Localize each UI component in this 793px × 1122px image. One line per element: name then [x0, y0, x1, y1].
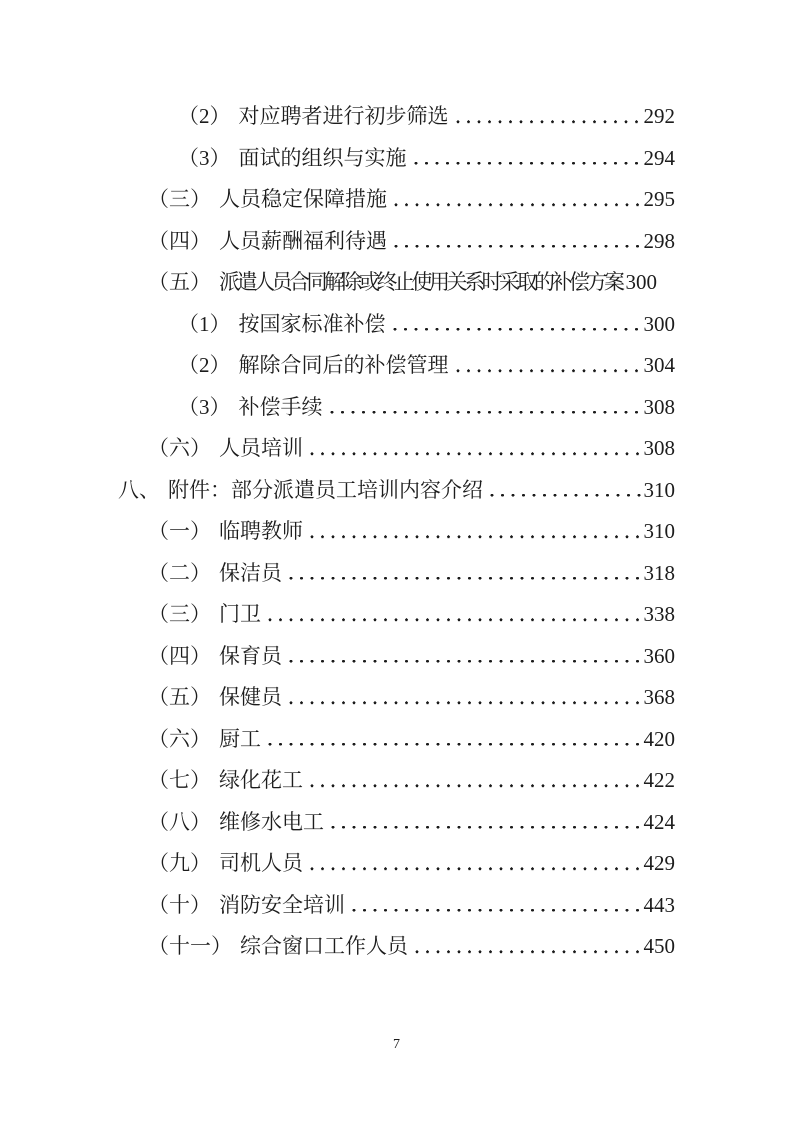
toc-entry-number: （六） — [148, 726, 211, 751]
toc-entry[interactable] — [118, 221, 675, 263]
toc-entry-title: 保健员 — [219, 685, 282, 709]
toc-entry-page: 318 — [643, 560, 675, 585]
dot-leader — [412, 926, 641, 968]
page-number: 7 — [393, 1037, 400, 1052]
toc-entry-number: （六） — [148, 436, 211, 460]
toc-entry-title: 对应聘者进行初步筛选 — [238, 104, 449, 128]
toc-entry-page: 294 — [643, 145, 675, 170]
dot-leader — [265, 594, 641, 636]
toc-entry-title: 人员稳定保障措施 — [219, 187, 387, 211]
dot-leader — [307, 428, 641, 470]
toc-entry[interactable] — [118, 636, 675, 678]
toc-entry[interactable] — [118, 594, 675, 636]
toc-entry-title: 派遣人员合同解除或终止使用关系时采取的补偿方案 — [219, 270, 622, 294]
toc-entry[interactable] — [118, 387, 675, 429]
toc-entry-title: 厨工 — [219, 726, 261, 751]
dot-leader — [307, 511, 641, 553]
toc-entry-page: 310 — [643, 477, 675, 502]
toc-entry[interactable] — [118, 760, 675, 802]
toc-entry-page: 338 — [643, 602, 675, 626]
toc-entry-title: 解除合同后的补偿管理 — [238, 353, 449, 377]
toc-entry-page: 308 — [643, 436, 675, 460]
toc-entry-number: （1） — [178, 311, 231, 336]
toc-entry[interactable] — [118, 511, 675, 553]
toc-entry-title: 附件：部分派遣员工培训内容介绍 — [168, 477, 483, 502]
toc-entry-number: （2） — [178, 104, 231, 128]
toc-entry-number: （四） — [148, 228, 211, 253]
toc-entry-title: 人员薪酬福利待遇 — [219, 228, 387, 253]
dot-leader — [327, 387, 641, 429]
dot-leader — [328, 802, 641, 844]
toc-entry[interactable] — [118, 345, 675, 387]
toc-entry-page: 422 — [643, 768, 675, 792]
toc-entry-number: （五） — [148, 685, 211, 709]
toc-entry-number: （二） — [148, 560, 211, 585]
toc-entry-title: 绿化花工 — [219, 768, 303, 792]
toc-entry-number: （三） — [148, 602, 211, 626]
dot-leader — [286, 636, 641, 678]
dot-leader — [286, 677, 641, 719]
toc-entry[interactable] — [118, 926, 675, 968]
toc-entry[interactable] — [118, 138, 675, 180]
toc-entry-page: 304 — [643, 353, 675, 377]
dot-leader — [307, 843, 641, 885]
toc-entry[interactable] — [118, 677, 675, 719]
toc-entry[interactable] — [118, 179, 675, 221]
toc-entry-number: （3） — [178, 145, 231, 170]
dot-leader — [391, 221, 641, 263]
dot-leader — [487, 470, 641, 512]
toc-entry-number: （八） — [148, 809, 211, 834]
dot-leader — [390, 304, 641, 346]
toc-entry-number: （三） — [148, 187, 211, 211]
toc-entry-page: 429 — [643, 851, 675, 875]
toc-entry-page: 298 — [643, 228, 675, 253]
toc-entry-number: （十一） — [148, 934, 232, 958]
toc-entry-number: （一） — [148, 519, 211, 543]
toc-entry[interactable] — [118, 96, 675, 138]
dot-leader — [453, 96, 641, 138]
dot-leader — [286, 553, 641, 595]
toc-entry-number: （2） — [178, 353, 231, 377]
toc-entry-number: （七） — [148, 768, 211, 792]
toc-entry-title: 保洁员 — [219, 560, 282, 585]
toc-entry-number: （十） — [148, 892, 211, 917]
table-of-contents — [118, 96, 675, 968]
dot-leader — [349, 885, 641, 927]
toc-entry-page: 368 — [643, 685, 675, 709]
toc-entry-page: 420 — [643, 726, 675, 751]
toc-entry[interactable] — [118, 885, 675, 927]
toc-entry-title: 保育员 — [219, 643, 282, 668]
dot-leader — [391, 179, 641, 221]
toc-entry[interactable] — [118, 553, 675, 595]
toc-entry[interactable] — [118, 843, 675, 885]
toc-entry[interactable] — [118, 719, 675, 761]
toc-entry-number: （3） — [178, 394, 231, 419]
dot-leader — [453, 345, 641, 387]
toc-entry-page: 300 — [643, 311, 675, 336]
toc-entry-title: 综合窗口工作人员 — [240, 934, 408, 958]
toc-entry-page: 310 — [643, 519, 675, 543]
toc-entry-number: （五） — [148, 270, 211, 294]
toc-entry[interactable] — [118, 428, 675, 470]
toc-entry-title: 司机人员 — [219, 851, 303, 875]
toc-entry[interactable] — [118, 802, 675, 844]
toc-entry-title: 门卫 — [219, 602, 261, 626]
toc-entry-number: 八、 — [118, 477, 160, 502]
toc-entry-number: （九） — [148, 851, 211, 875]
toc-entry-title: 按国家标准补偿 — [238, 311, 386, 336]
toc-entry[interactable] — [118, 470, 675, 512]
toc-entry-page: 443 — [643, 892, 675, 917]
toc-entry-title: 面试的组织与实施 — [238, 145, 407, 170]
toc-entry-page: 308 — [643, 394, 675, 419]
toc-entry-page: 424 — [643, 809, 675, 834]
toc-entry-page: 292 — [643, 104, 675, 128]
dot-leader — [307, 760, 641, 802]
toc-entry[interactable] — [118, 262, 675, 304]
toc-entry-title: 临聘教师 — [219, 519, 303, 543]
toc-entry-number: （四） — [148, 643, 211, 668]
toc-entry-title: 维修水电工 — [219, 809, 324, 834]
dot-leader — [411, 138, 641, 180]
toc-entry-title: 消防安全培训 — [219, 892, 345, 917]
toc-entry-title: 人员培训 — [219, 436, 303, 460]
toc-entry-page: 360 — [643, 643, 675, 668]
toc-entry[interactable] — [118, 304, 675, 346]
toc-entry-page: 450 — [643, 934, 675, 958]
toc-entry-page: 295 — [643, 187, 675, 211]
toc-entry-page: 300 — [625, 270, 657, 294]
dot-leader — [265, 719, 641, 761]
toc-entry-title: 补偿手续 — [238, 394, 323, 419]
